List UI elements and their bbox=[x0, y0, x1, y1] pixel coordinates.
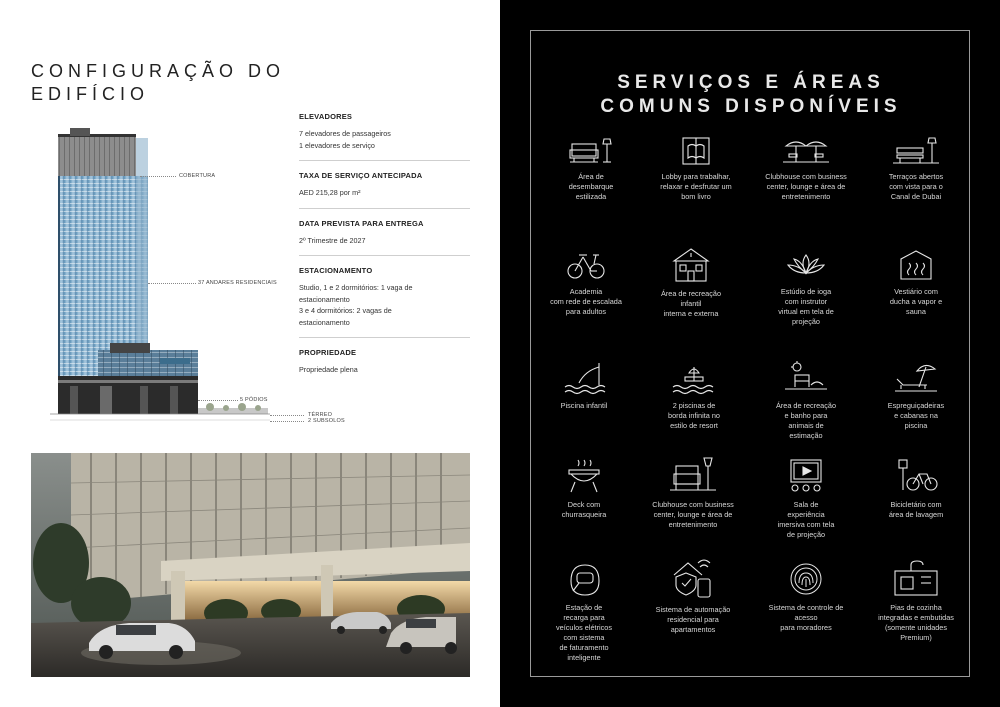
label-andares: 37 ANDARES RESIDENCIAIS bbox=[198, 280, 277, 286]
amenity-label: Espreguiçadeiras e cabanas na piscina bbox=[887, 401, 945, 430]
building-elevation-drawing bbox=[40, 128, 290, 428]
amenity-item bbox=[861, 458, 971, 520]
amenity-label: Piscina infantil bbox=[560, 401, 608, 410]
amenity-label: 2 piscinas de borda infinita no estilo de resort bbox=[668, 401, 720, 430]
page-title bbox=[31, 60, 285, 106]
title-line-1: CONFIGURAÇÃO DO bbox=[31, 61, 286, 81]
spec-line: 1 elevadores de serviço bbox=[299, 140, 375, 150]
amenity-label: Estúdio de ioga com instrutor virtual em tela de projeção bbox=[778, 287, 834, 326]
bicycle-parking-icon bbox=[891, 458, 941, 494]
amenity-item bbox=[639, 361, 749, 431]
exercise-bike-icon bbox=[561, 249, 611, 281]
terrace-bench-icon bbox=[891, 136, 941, 166]
amenity-label: Terraços abertos com vista para o Canal de Dubai bbox=[888, 172, 944, 201]
amenity-label: Lobby para trabalhar, relaxar e desfrutar um bom livro bbox=[660, 172, 732, 201]
spec-line: 3 e 4 dormitórios: 2 vagas de bbox=[299, 306, 392, 315]
amenity-item bbox=[531, 249, 641, 317]
spec-taxa bbox=[299, 171, 470, 209]
amenities-title bbox=[531, 71, 971, 119]
amenity-label: Academia com rede de escalada para adultos bbox=[550, 287, 622, 316]
ev-charging-icon bbox=[559, 561, 609, 597]
spec-heading: ESTACIONAMENTO bbox=[299, 266, 373, 275]
leader-line bbox=[140, 176, 176, 177]
playhouse-icon bbox=[666, 247, 716, 283]
amenity-label: Sala de experiência imersiva com tela de projeção bbox=[777, 500, 835, 539]
amenity-item bbox=[751, 361, 861, 441]
spec-line: Propriedade plena bbox=[299, 365, 358, 374]
amenity-label: Bicicletário com área de lavagem bbox=[888, 500, 944, 519]
amenity-label: Área de desembarque estilizada bbox=[568, 172, 614, 201]
fingerprint-access-icon bbox=[781, 561, 831, 597]
bbq-grill-icon bbox=[559, 458, 609, 494]
amenities-title-line-1: SERVIÇOS E ÁREAS bbox=[617, 72, 885, 93]
amenity-label: Área de recreação infantil interna e externa bbox=[660, 289, 722, 318]
amenity-label: Clubhouse com business center, lounge e área de entretenimento bbox=[765, 172, 847, 201]
sunbed-umbrella-icon bbox=[891, 361, 941, 395]
amenity-item bbox=[751, 251, 861, 327]
pet-area-icon bbox=[781, 361, 831, 395]
lobby-book-icon bbox=[671, 136, 721, 166]
amenity-label: Área de recreação e banho para animais de estimação bbox=[775, 401, 837, 440]
spec-entrega bbox=[299, 219, 470, 257]
entrance-rendering-image bbox=[31, 453, 470, 677]
amenities-frame bbox=[530, 30, 970, 677]
amenity-label: Deck com churrasqueira bbox=[561, 500, 607, 519]
spec-propriedade bbox=[299, 348, 470, 385]
amenity-label: Sistema de controle de acesso para moradores bbox=[768, 603, 844, 632]
label-cobertura: COBERTURA bbox=[179, 173, 216, 179]
spec-line: Studio, 1 e 2 dormitórios: 1 vaga de bbox=[299, 283, 413, 292]
title-line-2: EDIFÍCIO bbox=[31, 84, 150, 104]
leader-line bbox=[198, 400, 238, 401]
spec-heading: PROPRIEDADE bbox=[299, 348, 357, 357]
right-page bbox=[500, 0, 1000, 707]
amenity-item bbox=[636, 247, 746, 319]
spec-heading: TAXA DE SERVIÇO ANTECIPADA bbox=[299, 171, 423, 180]
spec-line: AED 215,28 por m² bbox=[299, 188, 361, 197]
label-podios: 5 PÓDIOS bbox=[240, 397, 268, 403]
label-terreo: TÉRREO bbox=[308, 412, 333, 418]
amenity-item bbox=[638, 559, 748, 635]
amenity-label: Estação de recarga para veículos elétricos com sistema de faturamento inteligente bbox=[556, 603, 612, 662]
spec-heading: DATA PREVISTA PARA ENTREGA bbox=[299, 218, 424, 228]
amenity-item bbox=[529, 361, 639, 411]
label-subsolos: 2 SUBSOLOS bbox=[308, 418, 345, 424]
amenity-item bbox=[861, 361, 971, 431]
amenity-item bbox=[751, 136, 861, 202]
armchair-lamp-icon bbox=[668, 456, 718, 494]
leader-line bbox=[270, 415, 304, 416]
amenity-label: Clubhouse com business center, lounge e área de entretenimento bbox=[652, 500, 734, 529]
amenity-item bbox=[861, 249, 971, 317]
infinity-pool-icon bbox=[669, 361, 719, 395]
amenity-item bbox=[641, 136, 751, 202]
amenities-title-line-2: COMUNS DISPONÍVEIS bbox=[600, 96, 902, 117]
leader-line bbox=[270, 421, 304, 422]
lotus-icon bbox=[781, 251, 831, 281]
home-automation-icon bbox=[668, 559, 718, 599]
amenity-item bbox=[529, 561, 639, 663]
building-specs bbox=[299, 112, 470, 395]
spec-line: 2º Trimestre de 2027 bbox=[299, 235, 366, 245]
kids-pool-slide-icon bbox=[559, 361, 609, 395]
clubhouse-tables-icon bbox=[781, 136, 831, 166]
spec-estacionamento bbox=[299, 266, 470, 338]
amenity-item bbox=[638, 456, 748, 530]
amenity-item bbox=[861, 136, 971, 202]
amenity-label: Pias de cozinha integradas e embutidas (somente unidades Premium) bbox=[878, 603, 954, 642]
leader-line bbox=[148, 283, 196, 284]
spec-line: estacionamento bbox=[299, 294, 350, 304]
kitchen-sink-icon bbox=[891, 559, 941, 597]
amenity-item bbox=[536, 136, 646, 202]
amenity-item bbox=[861, 559, 971, 643]
amenity-label: Sistema de automação residencial para apartamentos bbox=[655, 605, 731, 634]
amenity-item bbox=[751, 458, 861, 540]
sauna-icon bbox=[891, 249, 941, 281]
spec-heading: ELEVADORES bbox=[299, 112, 353, 121]
sofa-lamp-icon bbox=[566, 136, 616, 166]
spec-line: estacionamento bbox=[299, 317, 350, 327]
amenity-item bbox=[751, 561, 861, 633]
spec-elevadores bbox=[299, 112, 470, 161]
amenity-label: Vestiário com ducha a vapor e sauna bbox=[889, 287, 943, 316]
entrance-rendering bbox=[31, 453, 470, 677]
spec-line: 7 elevadores de passageiros bbox=[299, 129, 391, 138]
amenity-item bbox=[529, 458, 639, 520]
cinema-screen-icon bbox=[781, 458, 831, 494]
